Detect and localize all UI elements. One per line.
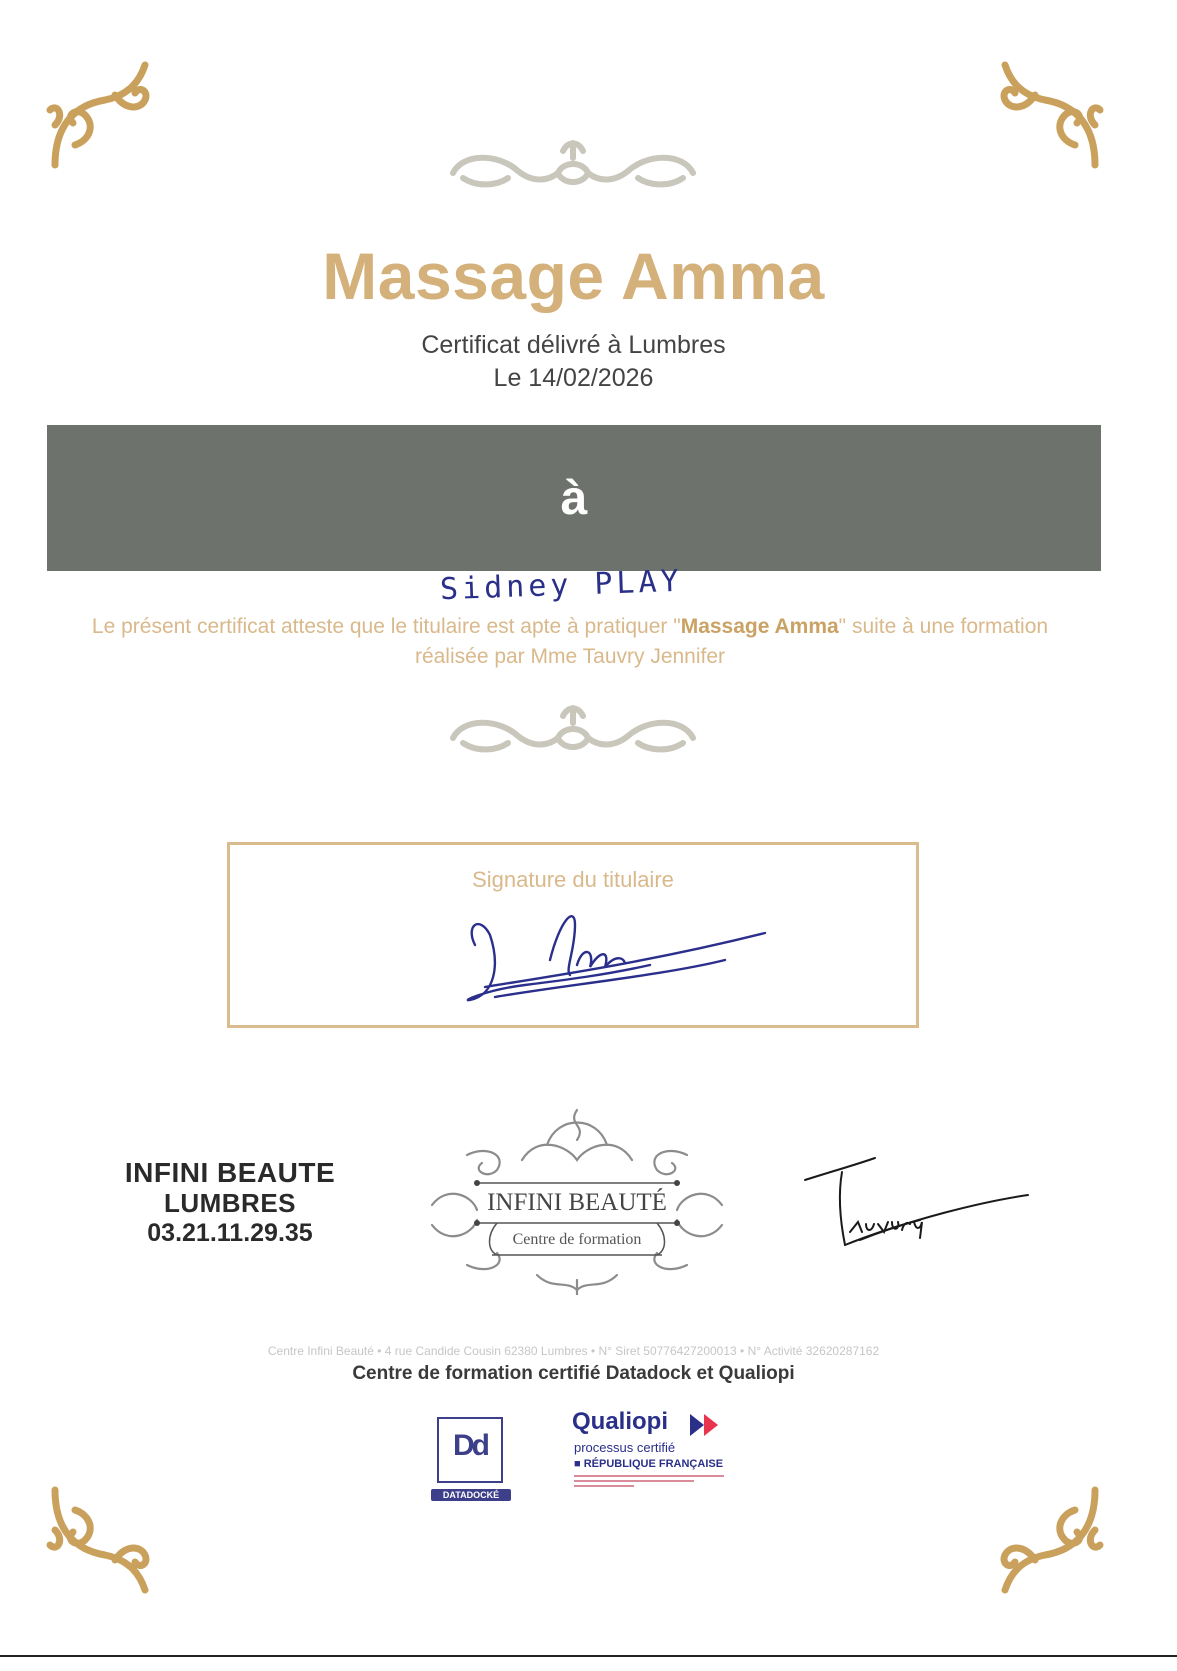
attestation-text xyxy=(90,612,1050,672)
qualiopi-fine-print xyxy=(574,1472,724,1487)
scroll-ornament-icon xyxy=(45,55,165,175)
infini-beaute-logo xyxy=(427,1105,727,1295)
logo-name: INFINI BEAUTÉ xyxy=(487,1189,667,1216)
school-stamp xyxy=(100,1158,360,1248)
logo-subtitle: Centre de formation xyxy=(512,1231,642,1248)
flourish-icon xyxy=(438,133,708,203)
datadock-badge xyxy=(437,1417,507,1500)
issued-date: Le 14/02/2026 xyxy=(493,364,654,392)
holder-signature xyxy=(465,905,775,1020)
banner-text: à xyxy=(560,471,588,525)
bottom-rule xyxy=(0,1655,1177,1657)
issued-place: Certificat délivré à Lumbres xyxy=(421,331,726,359)
signature-label: Signature du titulaire xyxy=(472,867,674,892)
signature-box xyxy=(227,842,919,1028)
qualiopi-badge xyxy=(572,1408,772,1503)
recipient-banner xyxy=(47,425,1101,571)
stamp-line-phone: 03.21.11.29.35 xyxy=(147,1219,313,1247)
datadock-label: DATADOCKÉ xyxy=(431,1489,511,1501)
scroll-ornament-icon xyxy=(45,1480,165,1600)
corner-ornament-bottom-right xyxy=(985,1480,1105,1600)
handwritten-signature-icon xyxy=(800,1150,1030,1250)
corner-ornament-top-right xyxy=(985,55,1105,175)
qualiopi-process: processus certifié xyxy=(574,1440,676,1455)
attestation-suffix: " suite à une formation réalisée par Mme Tauvry Jennifer xyxy=(414,615,1049,668)
certificate-title: Massage Amma xyxy=(322,239,825,313)
stamp-line-city: LUMBRES xyxy=(163,1188,297,1218)
top-flourish xyxy=(438,133,708,203)
flourish-icon xyxy=(438,698,708,768)
qualiopi-arrows-icon xyxy=(690,1412,730,1438)
datadock-mark: Dd xyxy=(453,1429,487,1462)
recipient-name: Sidney PLAY xyxy=(439,563,684,608)
scroll-ornament-icon xyxy=(985,55,1105,175)
director-signature xyxy=(800,1150,1030,1255)
attestation-course: Massage Amma xyxy=(680,615,839,638)
corner-ornament-top-left xyxy=(45,55,165,175)
qualiopi-name: Qualiopi xyxy=(572,1408,668,1435)
qualiopi-republic: ■ RÉPUBLIQUE FRANÇAISE xyxy=(574,1458,724,1470)
corner-ornament-bottom-left xyxy=(45,1480,165,1600)
footer-legal-line: Centre Infini Beauté • 4 rue Candide Cousin 62380 Lumbres • N° Siret 50776427200013 • N° Activité 32620287162 xyxy=(267,1344,880,1358)
attestation-prefix: Le présent certificat atteste que le titulaire est apte à pratiquer " xyxy=(91,615,681,638)
handwritten-signature-icon xyxy=(465,905,775,1015)
scroll-ornament-icon xyxy=(985,1480,1105,1600)
footer-certification: Centre de formation certifié Datadock et Qualiopi xyxy=(352,1363,795,1384)
stamp-line-name: INFINI BEAUTE xyxy=(124,1157,336,1188)
middle-flourish xyxy=(438,698,708,768)
